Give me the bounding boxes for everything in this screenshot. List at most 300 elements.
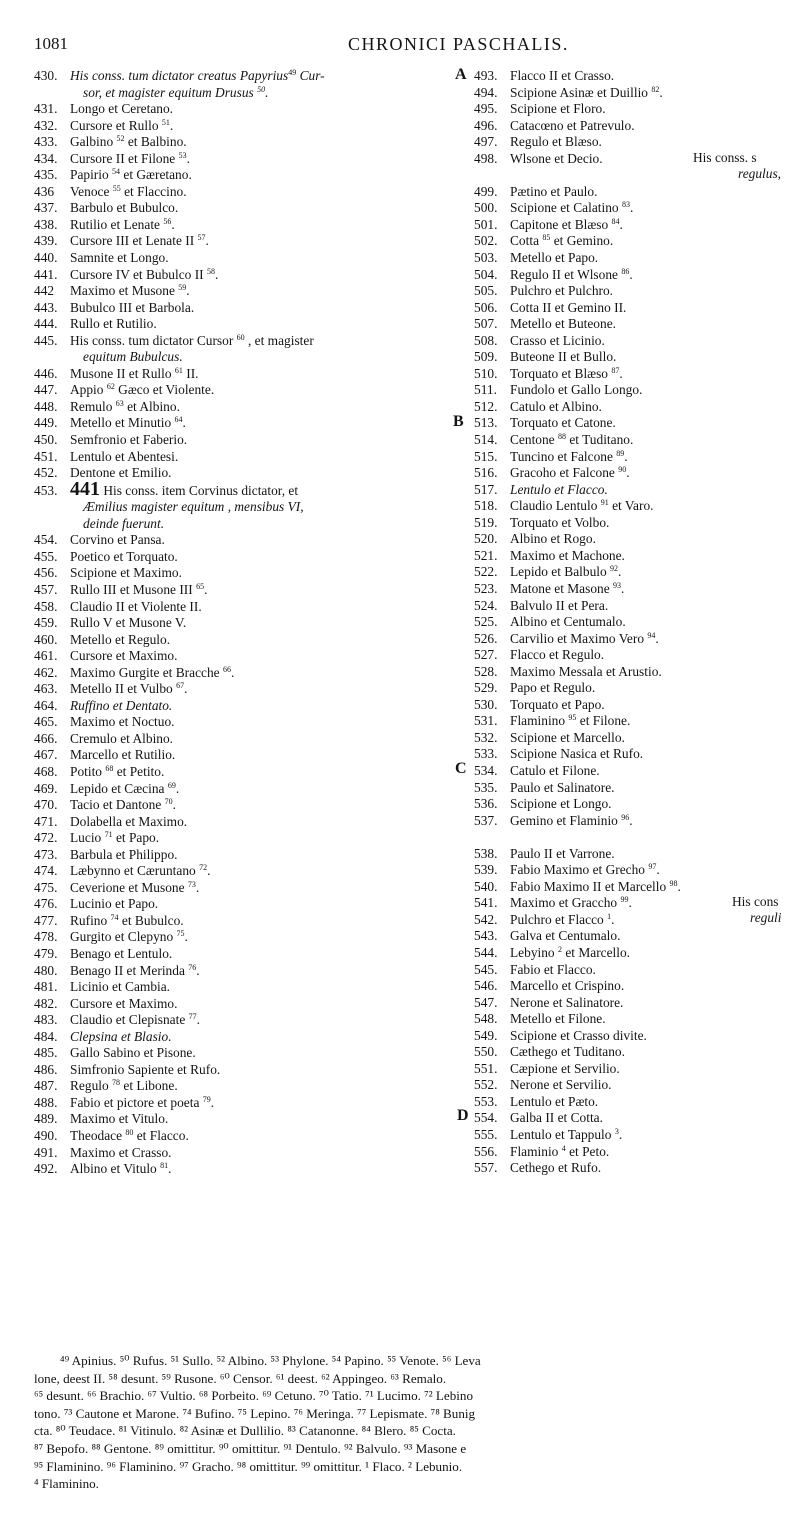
entry-number: 508. [474, 332, 498, 348]
entry-text: His conss. item Corvinus dictator, et [100, 482, 299, 498]
entry-number: 471. [34, 813, 58, 829]
chronicle-entry [474, 1028, 796, 1045]
entry-text: Lentulo et Tappulo [510, 1127, 615, 1142]
chronicle-entry [34, 250, 454, 267]
chronicle-entry [34, 1111, 454, 1128]
entry-number: 528. [474, 663, 498, 679]
chronicle-entry [34, 200, 454, 217]
entry-text: His conss. tum dictator creatus Papyrius [70, 68, 289, 83]
entry-number: 431. [34, 101, 58, 117]
entry-text: Læbynno et Cæruntano [70, 863, 200, 879]
entry-text: Gracoho et Falcone [510, 465, 619, 481]
entry-text: Metello et Papo. [510, 250, 599, 266]
footnote-ref: 59 [178, 283, 187, 293]
entry-number: 454. [34, 532, 58, 548]
entry-number: 530. [474, 696, 498, 712]
chronicle-entry [474, 928, 796, 945]
chronicle-entry [34, 830, 454, 847]
chronicle-entry [34, 184, 454, 201]
entry-number: 524. [474, 597, 498, 613]
footnote-ref: 81 [160, 1161, 169, 1171]
entry-number: 523. [474, 580, 498, 596]
footnote-ref: 77 [188, 1012, 197, 1022]
entry-number: 525. [474, 614, 498, 630]
footnote-ref: 57 [197, 233, 206, 243]
entry-number: 541. [474, 895, 498, 911]
entry-number: 435. [34, 167, 58, 183]
chronicle-entry [34, 665, 454, 682]
entry-text: . [168, 1161, 172, 1177]
entry-text: . [186, 150, 190, 166]
footnote-ref: 61 [174, 365, 183, 375]
chronicle-entry [474, 730, 796, 747]
chronicle-entry [34, 300, 454, 317]
entry-number: 434. [34, 150, 58, 166]
entry-text: Gallo Sabino et Pisone. [70, 1045, 196, 1061]
chronicle-entry [34, 731, 454, 748]
entry-text: et Bubulco. [118, 912, 184, 928]
entry-continuation [34, 516, 454, 533]
entry-text: et Flaccino. [120, 183, 187, 199]
footnote-line: ⁴ Flaminino. [34, 1476, 99, 1492]
entry-number: 466. [34, 730, 58, 746]
chronicle-entry [474, 349, 796, 366]
entry-text: Fundolo et Gallo Longo. [510, 382, 643, 398]
entry-text: Ceverione et Musone [70, 879, 188, 895]
chronicle-entry [474, 333, 796, 350]
chronicle-entry [474, 1061, 796, 1078]
entry-text: Cursore IV et Bubulco II [70, 266, 207, 282]
chronicle-entry [474, 598, 796, 615]
entry-text: Maximo et Vitulo. [70, 1111, 169, 1127]
entry-text: . [195, 879, 200, 895]
chronicle-entry [34, 1078, 454, 1095]
entry-number: 444. [34, 316, 58, 332]
entry-text: Catulo et Filone. [510, 762, 600, 778]
chronicle-entry [474, 879, 796, 896]
entry-text: Cursore et Rullo [70, 117, 162, 133]
side-note-498-line2: regulus, [738, 166, 782, 181]
footnote-ref: 91 [600, 498, 609, 508]
footnote-line: cta. ⁸⁰ Teudace. ⁸¹ Vitinulo. ⁸² Asinæ et Dullilio. ⁸³ Catanonne. ⁸⁴ Blero. ⁸⁵ Cocta. [34, 1423, 456, 1439]
chronicle-entry [34, 847, 454, 864]
entry-text: . [214, 266, 219, 282]
entry-number: 462. [34, 664, 58, 680]
chronicle-entry [34, 565, 454, 582]
entry-number: 469. [34, 780, 58, 796]
chronicle-entry [474, 68, 796, 85]
chronicle-entry [474, 581, 796, 598]
chronicle-entry [474, 432, 796, 449]
footnote-line: ⁹⁵ Flaminino. ⁹⁶ Flaminino. ⁹⁷ Gracho. ⁹⁸ omittitur. ⁹⁹ omittitur. ¹ Flaco. ² Lebunio. [34, 1458, 463, 1474]
footnote-line: lone, deest II. ⁵⁸ desunt. ⁵⁹ Rusone. ⁶⁰ Censor. ⁶¹ deest. ⁶² Appingeo. ⁶³ Remalo. [34, 1370, 447, 1386]
entry-text: . [204, 581, 208, 597]
entry-number: 507. [474, 316, 498, 332]
entry-text: Metello II et Vulbo [70, 681, 177, 697]
entry-text: Fabio et pictore et poeta [70, 1094, 203, 1110]
entry-number: 555. [474, 1127, 498, 1142]
footnote-line: tono. ⁷³ Cautone et Marone. ⁷⁴ Bufino. ⁷⁵ Lepino. ⁷⁶ Meringa. ⁷⁷ Lepismate. ⁷⁸ Bunig [34, 1405, 476, 1421]
chronicle-entry [474, 1077, 796, 1094]
entry-number: 451. [34, 448, 58, 464]
chronicle-entry [34, 747, 454, 764]
footnote-line: ⁸⁷ Bepofo. ⁸⁸ Gentone. ⁸⁹ omittitur. ⁹⁰ omittitur. ⁹¹ Dentulo. ⁹² Balvulo. ⁹³ Masone e [34, 1440, 467, 1456]
footnote-ref: 2 [557, 944, 562, 954]
entry-text: . [629, 200, 634, 216]
entry-number: 522. [474, 564, 498, 580]
entry-text: Licinio et Cambia. [70, 979, 171, 995]
entry-number: 491. [34, 1144, 58, 1160]
entry-number: 472. [34, 830, 58, 846]
entry-text: . [621, 580, 625, 596]
chronicle-entry [474, 1127, 796, 1144]
entry-text: . [619, 216, 623, 232]
entry-number: 447. [34, 382, 58, 398]
footnote-ref: 64 [174, 415, 183, 425]
chronicle-entry [34, 615, 454, 632]
entry-text: Maximo et Graccho [510, 895, 621, 911]
entry-text: Simfronio Sapiente et Rufo. [70, 1061, 221, 1077]
entry-text: Appio [70, 382, 107, 398]
footnote-ref: 74 [110, 912, 119, 922]
chronicle-entry [34, 648, 454, 665]
chronicle-entry [34, 946, 454, 963]
right-column [474, 68, 796, 1177]
entry-text: equitum Bubulcus. [83, 349, 183, 365]
chronicle-entry [34, 1029, 454, 1046]
entry-number: 544. [474, 944, 498, 960]
chronicle-entry [474, 763, 796, 780]
entry-text: Flacco II et Crasso. [510, 68, 615, 83]
entry-number: 553. [474, 1093, 498, 1109]
entry-text: . [172, 797, 176, 813]
entry-text: Wlsone et Decio. [510, 150, 603, 166]
entry-number: 545. [474, 961, 498, 977]
chronicle-entry [474, 1144, 796, 1161]
entry-text: Galba II et Cotta. [510, 1110, 603, 1126]
chronicle-entry [474, 250, 796, 267]
entry-number: 477. [34, 912, 58, 928]
footnote-ref: 86 [621, 266, 630, 276]
entry-number: 540. [474, 878, 498, 894]
entry-number: 500. [474, 200, 498, 216]
entry-number: 432. [34, 117, 58, 133]
entry-number: 506. [474, 299, 498, 315]
chronicle-entry [34, 1145, 454, 1162]
entry-text: Claudio II et Violente II. [70, 598, 202, 614]
entry-text: Scipione et Floro. [510, 101, 606, 117]
entry-number: 521. [474, 547, 498, 563]
entry-number: 450. [34, 432, 58, 448]
chronicle-entry [34, 698, 454, 715]
chronicle-entry [34, 814, 454, 831]
entry-text: Rullo V et Musone V. [70, 615, 187, 631]
entry-number: 519. [474, 514, 498, 530]
footnote-ref: 78 [112, 1078, 121, 1088]
chronicle-entry [474, 233, 796, 250]
entry-text: Remulo [70, 398, 116, 414]
entry-text: Albino et Centumalo. [510, 614, 626, 630]
footnote-ref: 72 [199, 863, 208, 873]
entry-number: 538. [474, 845, 498, 861]
entry-number: 490. [34, 1128, 58, 1143]
chronicle-entry [34, 449, 454, 466]
chronicle-entry [34, 415, 454, 432]
footnote-ref: 3 [614, 1127, 619, 1136]
entry-number: 493. [474, 68, 498, 83]
entry-number: 488. [34, 1094, 58, 1110]
footnote-ref: 50 [257, 84, 266, 94]
footnote-ref: 90 [618, 465, 627, 475]
entry-text: Maximo et Noctuo. [70, 714, 175, 730]
chronicle-entry [34, 632, 454, 649]
chronicle-entry [474, 267, 796, 284]
entry-number: 557. [474, 1160, 498, 1176]
entry-number: 465. [34, 714, 58, 730]
chronicle-entry [34, 979, 454, 996]
entry-continuation [34, 349, 454, 366]
entry-text: Semfronio et Faberio. [70, 432, 188, 448]
chronicle-entry [34, 1062, 454, 1079]
entry-number: 496. [474, 117, 498, 133]
chronicle-entry [34, 134, 454, 151]
entry-number: 520. [474, 531, 498, 547]
footnote-ref: 97 [648, 862, 657, 872]
entry-number: 443. [34, 299, 58, 315]
footnote-ref: 55 [112, 183, 121, 193]
entry-text: Papo et Regulo. [510, 680, 596, 696]
entry-text: . [230, 664, 235, 680]
chronicle-entry [474, 962, 796, 979]
footnote-ref: 98 [669, 878, 678, 888]
chronicle-entry [474, 366, 796, 383]
entry-text: Flaminino [510, 713, 569, 729]
chronicle-entry [34, 549, 454, 566]
footnote-ref: 76 [188, 962, 197, 972]
footnote-ref: 49 [288, 68, 297, 77]
entry-number: 549. [474, 1027, 498, 1043]
entry-text: Lentulo et Flacco. [510, 481, 608, 497]
entry-text: Scipione Asinæ et Duillio [510, 84, 652, 100]
entry-text: Nerone et Salinatore. [510, 994, 624, 1010]
chronicle-entry [474, 399, 796, 416]
entry-text: Flaminio [510, 1143, 562, 1159]
entry-number: 501. [474, 216, 498, 232]
chronicle-entry [474, 316, 796, 333]
entry-text: . [629, 812, 633, 828]
entry-text: Scipione Nasica et Rufo. [510, 746, 644, 762]
entry-text: . [656, 862, 660, 878]
entry-number: 475. [34, 879, 58, 895]
entry-number: 503. [474, 250, 498, 266]
entry-number: 439. [34, 233, 58, 249]
entry-continuation [34, 499, 454, 516]
entry-number: 457. [34, 581, 58, 597]
entry-number: 518. [474, 498, 498, 514]
footnote-ref: 54 [112, 167, 121, 177]
entry-number: 436 [34, 183, 55, 199]
entry-text: Ruffino et Dentato. [70, 697, 173, 713]
footnote-ref: 99 [620, 895, 629, 905]
footnote-ref: 83 [621, 200, 630, 210]
entry-text: Cethego et Rufo. [510, 1160, 602, 1176]
entry-text: Pætino et Paulo. [510, 183, 598, 199]
entry-text: . [618, 564, 622, 580]
entry-text: II. [182, 365, 199, 381]
chronicle-entry [474, 101, 796, 118]
entry-spacer [474, 829, 796, 846]
chronicle-entry [474, 680, 796, 697]
entry-number: 551. [474, 1060, 498, 1076]
entry-text: Cæthego et Tuditano. [510, 1044, 625, 1060]
entry-text: Paulo II et Varrone. [510, 845, 615, 861]
entry-number: 452. [34, 465, 58, 481]
entry-number: 547. [474, 994, 498, 1010]
entry-text: . [171, 216, 175, 232]
footnote-ref: 67 [176, 681, 185, 691]
entry-text: . [210, 1094, 215, 1110]
entry-text: . [619, 365, 623, 381]
entry-text: Tuncino et Falcone [510, 448, 617, 464]
entry-number: 517. [474, 481, 498, 497]
entry-text: . [659, 84, 663, 100]
entry-number: 509. [474, 349, 498, 365]
entry-text: et Albino. [123, 398, 180, 414]
entry-text: Lentulo et Pæto. [510, 1093, 599, 1109]
entry-text: Maximo Gurgite et Bracche [70, 664, 223, 680]
chronicle-entry [474, 531, 796, 548]
entry-number: 464. [34, 697, 58, 713]
entry-text: Lucio [70, 830, 105, 846]
entry-number: 456. [34, 565, 58, 581]
chronicle-entry [474, 846, 796, 863]
chronicle-entry [34, 532, 454, 549]
entry-text: . [169, 117, 174, 133]
entry-number: 489. [34, 1111, 58, 1127]
page-number: 1081 [34, 34, 68, 53]
entry-text: Capitone et Blæso [510, 216, 612, 232]
chronicle-entry [34, 1161, 454, 1178]
entry-text: Scipione et Marcello. [510, 729, 625, 745]
chronicle-entry [34, 1095, 454, 1112]
chronicle-entry [474, 1110, 796, 1127]
footnote-ref: 89 [616, 448, 625, 458]
margin-marker-a: A [455, 66, 467, 83]
footnote-ref: 96 [621, 812, 630, 822]
entry-text: Lucinio et Papo. [70, 896, 159, 912]
entry-number: 449. [34, 415, 58, 431]
footnote-line: ⁶⁵ desunt. ⁶⁶ Brachio. ⁶⁷ Vultio. ⁶⁸ Porbeito. ⁶⁹ Cetuno. ⁷⁰ Tatio. ⁷¹ Lucimo. ⁷² Lebino [34, 1388, 474, 1404]
entry-text: Bubulco III et Barbola. [70, 299, 195, 315]
entry-text: Metello et Regulo. [70, 631, 171, 647]
chronicle-entry [474, 912, 796, 929]
footnote-ref: 95 [568, 713, 577, 723]
footnote-ref: 93 [613, 580, 622, 590]
entry-text: . [624, 448, 628, 464]
chronicle-entry [474, 184, 796, 201]
entry-text: Clepsina et Blasio. [70, 1028, 172, 1044]
entry-text: Scipione et Crasso divite. [510, 1027, 647, 1043]
entry-text: Buteone II et Bullo. [510, 349, 617, 365]
entry-text: Benago II et Merinda [70, 962, 189, 978]
entry-text: . [655, 630, 659, 646]
entry-text: Scipione et Calatino [510, 200, 622, 216]
entry-number: 494. [474, 84, 498, 100]
entry-number: 492. [34, 1161, 58, 1177]
entry-number: 535. [474, 779, 498, 795]
entry-text: . [611, 911, 615, 927]
footnote-ref: 85 [542, 233, 551, 243]
chronicle-entry [474, 85, 796, 102]
footnote-ref: 92 [610, 564, 619, 574]
entry-text: . [175, 780, 180, 796]
chronicle-entry [474, 631, 796, 648]
chronicle-entry [34, 863, 454, 880]
entry-text: Gemino et Flaminio [510, 812, 622, 828]
footnote-ref: 94 [647, 630, 656, 640]
entry-number: 556. [474, 1143, 498, 1159]
entry-number: 499. [474, 183, 498, 199]
entry-number: 498. [474, 150, 498, 166]
entry-number: 468. [34, 763, 58, 779]
entry-text: Tacio et Dantone [70, 797, 165, 813]
entry-number: 516. [474, 465, 498, 481]
entry-text: . [626, 465, 630, 481]
chronicle-entry [474, 862, 796, 879]
entry-number: 445. [34, 332, 58, 348]
entry-number: 495. [474, 101, 498, 117]
footnote-ref: 79 [202, 1094, 211, 1104]
entry-text: et Varo. [608, 498, 654, 514]
entry-text: sor, et magister equitum Drusus [83, 84, 258, 100]
entry-text: . [618, 1127, 623, 1142]
entry-text: Theodace [70, 1128, 126, 1143]
entry-number: 512. [474, 398, 498, 414]
entry-number: 461. [34, 648, 58, 664]
entry-number: 502. [474, 233, 498, 249]
entry-number: 527. [474, 647, 498, 663]
entry-number: 543. [474, 928, 498, 944]
entry-number: 467. [34, 747, 58, 763]
entry-number: 437. [34, 200, 58, 216]
entry-text: Paulo et Salinatore. [510, 779, 615, 795]
entry-number: 542. [474, 911, 498, 927]
entry-text: His conss. tum dictator Cursor [70, 332, 237, 348]
entry-text: Lepido et Cæcina [70, 780, 168, 796]
margin-year-number: 441 [70, 477, 100, 500]
chronicle-entry [34, 382, 454, 399]
entry-text: Lebyino [510, 944, 558, 960]
chronicle-entry [34, 233, 454, 250]
entry-continuation [34, 85, 454, 102]
entry-text: Maximo et Machone. [510, 547, 625, 563]
chronicle-entry [34, 151, 454, 168]
chronicle-entry [34, 681, 454, 698]
entry-text: Fabio Maximo et Grecho [510, 862, 649, 878]
chronicle-entry [474, 796, 796, 813]
chronicle-entry [34, 1128, 454, 1145]
footnote-ref: 87 [611, 365, 620, 375]
entry-number: 505. [474, 283, 498, 299]
entry-text: Matone et Masone [510, 580, 614, 596]
chronicle-entry [34, 764, 454, 781]
footnotes [34, 1352, 796, 1493]
entry-text: Cursore II et Filone [70, 150, 179, 166]
entry-number: 532. [474, 729, 498, 745]
chronicle-entry [34, 963, 454, 980]
entry-text: Cæpione et Servilio. [510, 1060, 620, 1076]
entry-text: et Gæretano. [120, 167, 192, 183]
